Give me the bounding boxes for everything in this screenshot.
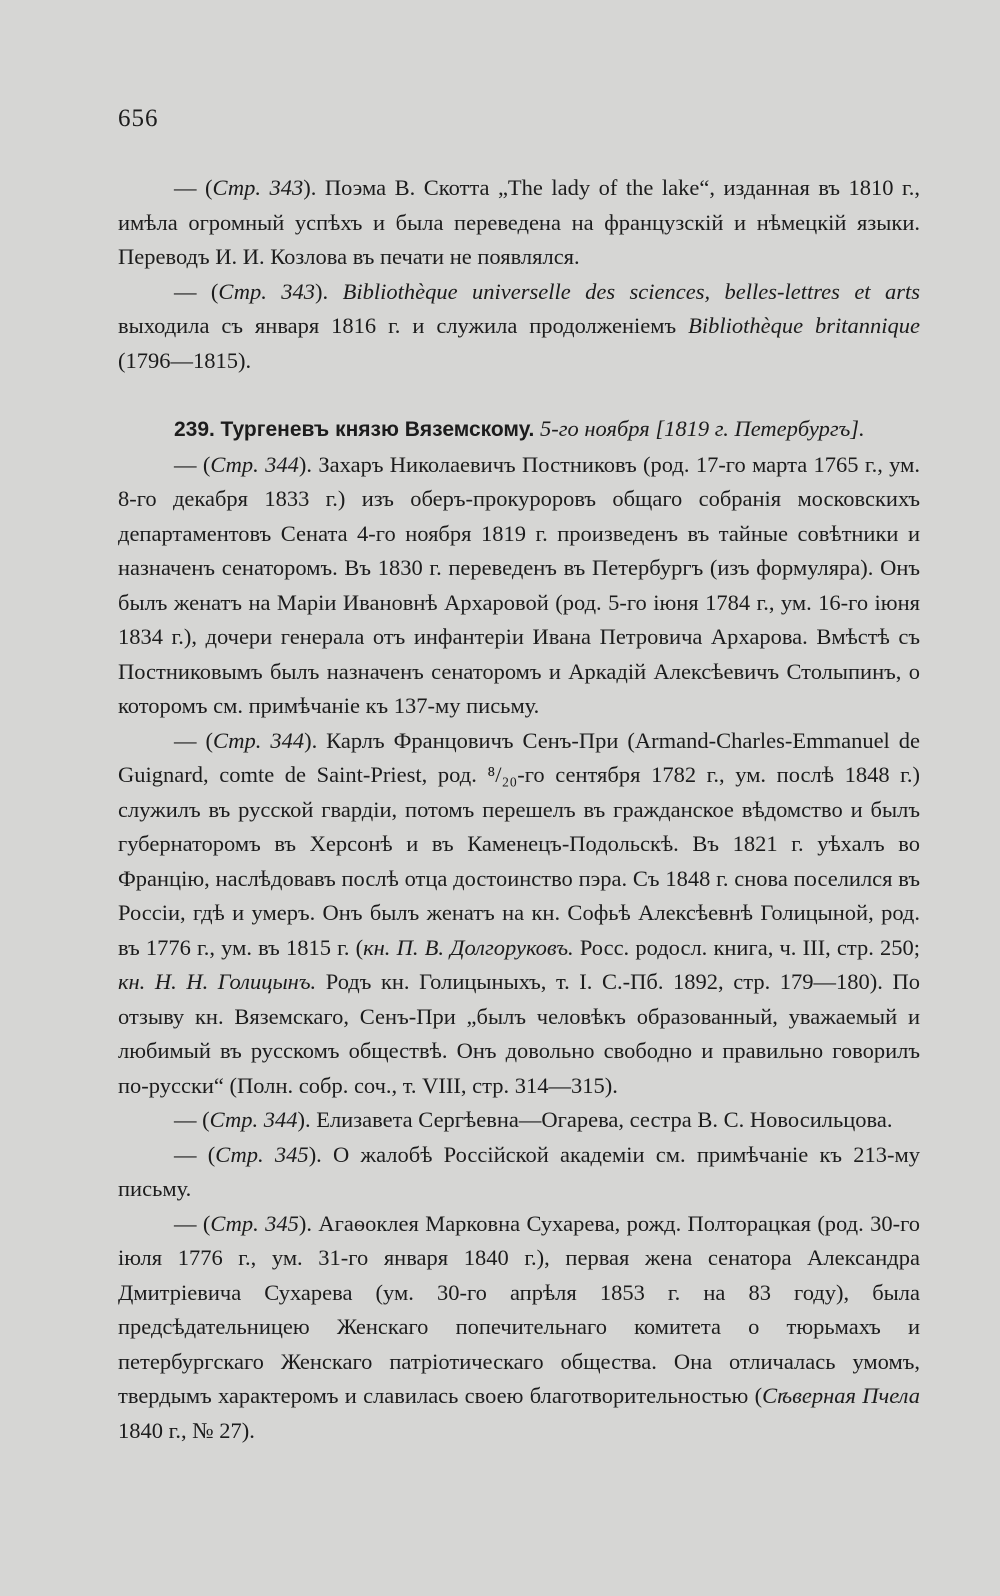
note-ref-close: ). (315, 278, 329, 304)
page-body (118, 171, 920, 1448)
note-paragraph (118, 171, 920, 275)
note-ref-close: ). (308, 1141, 322, 1167)
page-reference: Стр. 344 (212, 727, 305, 753)
note-ref-close: ). (298, 451, 313, 477)
note-dash: — ( (174, 451, 211, 477)
note-dash: — ( (174, 175, 213, 200)
note-text: Родъ кн. Голицыныхъ, т. I. С.-Пб. 1892, стр. 179—180). По отзыву кн. Вяземскаго, Сенъ-При „былъ человѣкъ образованный, уважаемый и любимый въ русскомъ обществѣ. Онъ довольно свободно и правильно говорилъ по-русски“ (Полн. собр. соч., т. VIII, стр. 314—315). (118, 969, 920, 1098)
note-text: Карлъ Францовичъ Сенъ-При (Armand-Charles-Emmanuel de Guignard, comte de Saint-Priest, род. ⁸/₂₀-го сентября 1782 г., ум. послѣ 1848 г.) служилъ въ русской гвардіи, потомъ перешелъ въ гражданское вѣдомство и былъ губернаторомъ въ Херсонѣ и въ Каменецъ-Подольскѣ. Въ 1821 г. уѣхалъ во Францію, наслѣдовавъ послѣ отца достоинство пэра. Съ 1848 г. снова поселился въ Россіи, гдѣ и умеръ. Онъ былъ женатъ на кн. Софьѣ Алексѣевнѣ Голицыной, род. въ 1776 г., ум. въ 1815 г. ( (118, 727, 920, 960)
note-text: Поэма В. Скотта „The lady of the lake“, изданная въ 1810 г., имѣла огромный успѣхъ и была переведена на французскій и нѣмецкій языки. Переводъ И. И. Козлова въ печати не появлялся. (118, 175, 920, 269)
note-paragraph (118, 448, 920, 724)
page-reference: Стр. 343 (218, 278, 316, 304)
letter-place-date: [1819 г. Петербургъ]. (655, 416, 865, 441)
letter-title: Тургеневъ князю Вяземскому. (220, 418, 535, 441)
cited-author: кн. П. В. Долгоруковъ. (363, 934, 574, 960)
note-paragraph (118, 1103, 920, 1138)
page-reference: Стр. 344 (210, 451, 299, 477)
note-text: выходила съ января 1816 г. и служила продолженіемъ (118, 313, 689, 338)
cited-author: кн. Н. Н. Голицынъ. (118, 969, 317, 994)
page-reference: Стр. 343 (212, 175, 304, 200)
letter-number: 239. (174, 418, 215, 441)
cited-source: Сѣверная Пчела (762, 1383, 920, 1408)
note-dash: — ( (174, 278, 219, 304)
journal-title: Bibliothèque britannique (688, 313, 920, 338)
note-paragraph (118, 1207, 920, 1449)
note-paragraph (118, 724, 920, 1104)
page-reference: Стр. 345 (210, 1210, 299, 1236)
note-text: О жалобѣ Россійской академіи см. примѣчаніе къ 213-му письму. (118, 1141, 920, 1201)
page-reference: Стр. 345 (215, 1141, 309, 1167)
journal-title: Bibliothèque universelle des sciences, belles-lettres et arts (342, 278, 920, 304)
page-number: 656 (118, 105, 159, 132)
note-text: Росс. родосл. книга, ч. III, стр. 250; (573, 934, 920, 960)
note-dash: — ( (174, 1210, 211, 1236)
note-ref-close: ). (297, 1107, 311, 1132)
note-text: (1796—1815). (118, 347, 252, 373)
letter-heading (118, 412, 920, 448)
letter-date: 5-го ноября (540, 416, 650, 441)
note-text: 1840 г., № 27). (118, 1417, 255, 1443)
note-dash: — ( (174, 1107, 210, 1132)
note-paragraph (118, 275, 920, 379)
page-reference: Стр. 344 (209, 1107, 298, 1132)
note-ref-close: ). (304, 727, 318, 753)
note-dash: — ( (174, 1141, 216, 1167)
note-ref-close: ). (303, 175, 317, 200)
note-text: Захаръ Николаевичъ Постниковъ (род. 17-го марта 1765 г., ум. 8-го декабря 1833 г.) изъ оберъ-прокуроровъ общаго собранія московскихъ департаментовъ Сената 4-го ноября 1819 г. произведенъ въ тайные совѣтники и назначенъ сенаторомъ. Въ 1830 г. переведенъ въ Петербургъ (изъ формуляра). Онъ былъ женатъ на Маріи Ивановнѣ Архаровой (род. 5-го іюня 1784 г., ум. 16-го іюня 1834 г.), дочери генерала отъ инфантеріи Ивана Петровича Архарова. Вмѣстѣ съ Постниковымъ былъ назначенъ сенаторомъ и Аркадій Алексѣевичъ Столыпинъ, о которомъ см. примѣчаніе къ 137-му письму. (118, 451, 920, 718)
note-text: Агаѳоклея Марковна Сухарева, рожд. Полторацкая (род. 30-го іюля 1776 г., ум. 31-го января 1840 г.), первая жена сенатора Александра Дмитріевича Сухарева (ум. 30-го апрѣля 1853 г. на 83 году), была предсѣдательницею Женскаго попечительнаго комитета о тюрьмахъ и петербургскаго Женскаго патріотическаго общества. Она отличалась умомъ, твердымъ характеромъ и славилась своею благотворительностью ( (118, 1210, 920, 1408)
note-text: Елизавета Сергѣевна—Огарева, сестра В. С. Новосильцова. (310, 1107, 893, 1132)
note-paragraph (118, 1138, 920, 1207)
note-dash: — ( (174, 727, 213, 753)
section-gap (118, 378, 920, 412)
note-ref-close: ). (298, 1210, 313, 1236)
